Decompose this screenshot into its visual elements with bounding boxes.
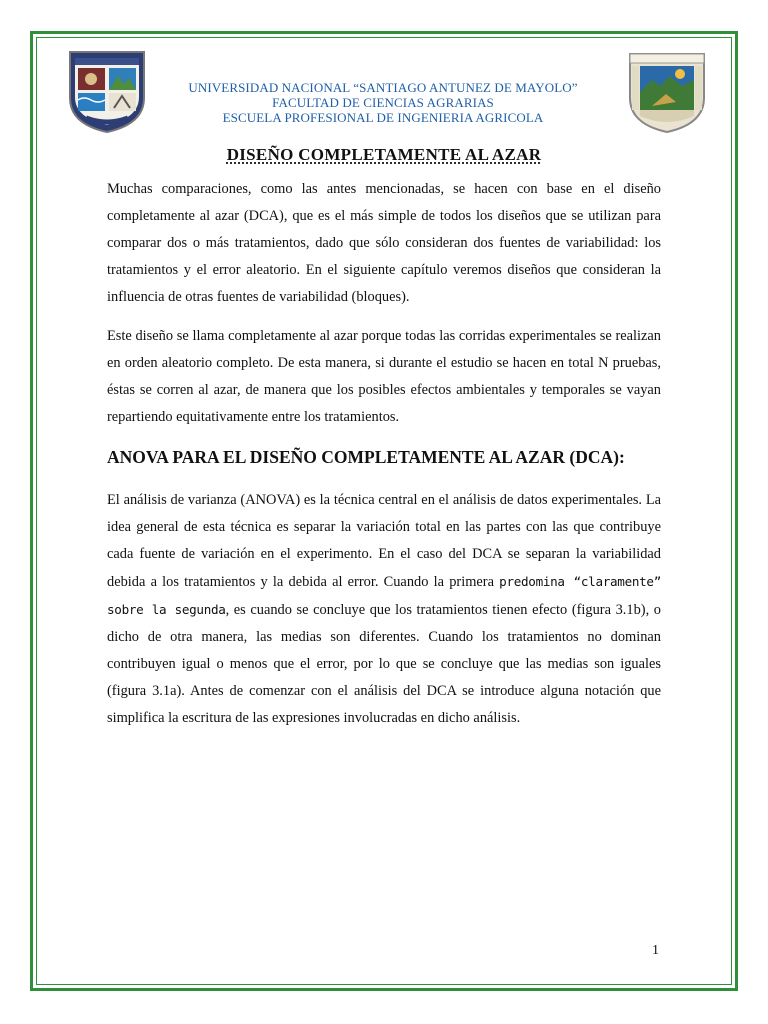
paragraph-anova-part-2: , es cuando se concluye que los tratamientos tienen efecto (figura 3.1b), o dicho de otra manera, las medias son diferentes. Cuando los tratamientos no dominan contribuyen igual o menos que el error, por lo que se concluye que las medias son iguales (figura 3.1a). Antes de comenzar con el análisis del DCA se introduce alguna notación que simplifica la escritura de las expresiones involucradas en dicho análisis. — [107, 602, 661, 726]
paragraph-anova — [107, 487, 661, 732]
school-name: ESCUELA PROFESIONAL DE INGENIERIA AGRICOLA — [222, 110, 544, 125]
paragraph-anova-part-1: El análisis de varianza (ANOVA) es la técnica central en el análisis de datos experimentales. La idea general de esta técnica es separar la variación total en las partes con las que contribuye cada fuente de variación en el experimento. En el caso del DCA se separan la variabilidad debida a los tratamientos y la debida al error. Cuando la primera — [107, 492, 661, 590]
university-name: UNIVERSIDAD NACIONAL “SANTIAGO ANTUNEZ DE MAYOLO” — [188, 80, 578, 95]
document-title-text: DISEÑO COMPLETAMENTE AL AZAR — [226, 145, 542, 164]
page-number: 1 — [652, 943, 659, 958]
paragraph-design: Este diseño se llama completamente al azar porque todas las corridas experimentales se realizan en orden aleatorio completo. De esta manera, si durante el estudio se hacen en total N pruebas, éstas se corren al azar, de manera que los posibles efectos ambientales y temporales se vayan repartiendo equitativamente entre los tratamientos. — [107, 328, 661, 425]
document-title — [0, 145, 768, 165]
paragraph-anova-mono-phrase: predomina “claramente” sobre la segunda — [107, 574, 661, 617]
faculty-crest-icon — [626, 48, 708, 134]
paragraph-intro: Muchas comparaciones, como las antes mencionadas, se hacen con base en el diseño completamente al azar (DCA), que es el más simple de todos los diseños que se utilizan para comparar dos o más tratamientos, dado que sólo consideran dos fuentes de variabilidad: los tratamientos y el error aleatorio. En el siguiente capítulo veremos diseños que consideran la influencia de otras fuentes de variabilidad (bloques). — [107, 181, 661, 305]
section-heading-anova: ANOVA PARA EL DISEÑO COMPLETAMENTE AL AZAR (DCA): — [107, 447, 625, 467]
institution-header — [140, 80, 626, 125]
faculty-name: FACULTAD DE CIENCIAS AGRARIAS — [272, 95, 494, 110]
university-crest-icon — [66, 48, 148, 134]
